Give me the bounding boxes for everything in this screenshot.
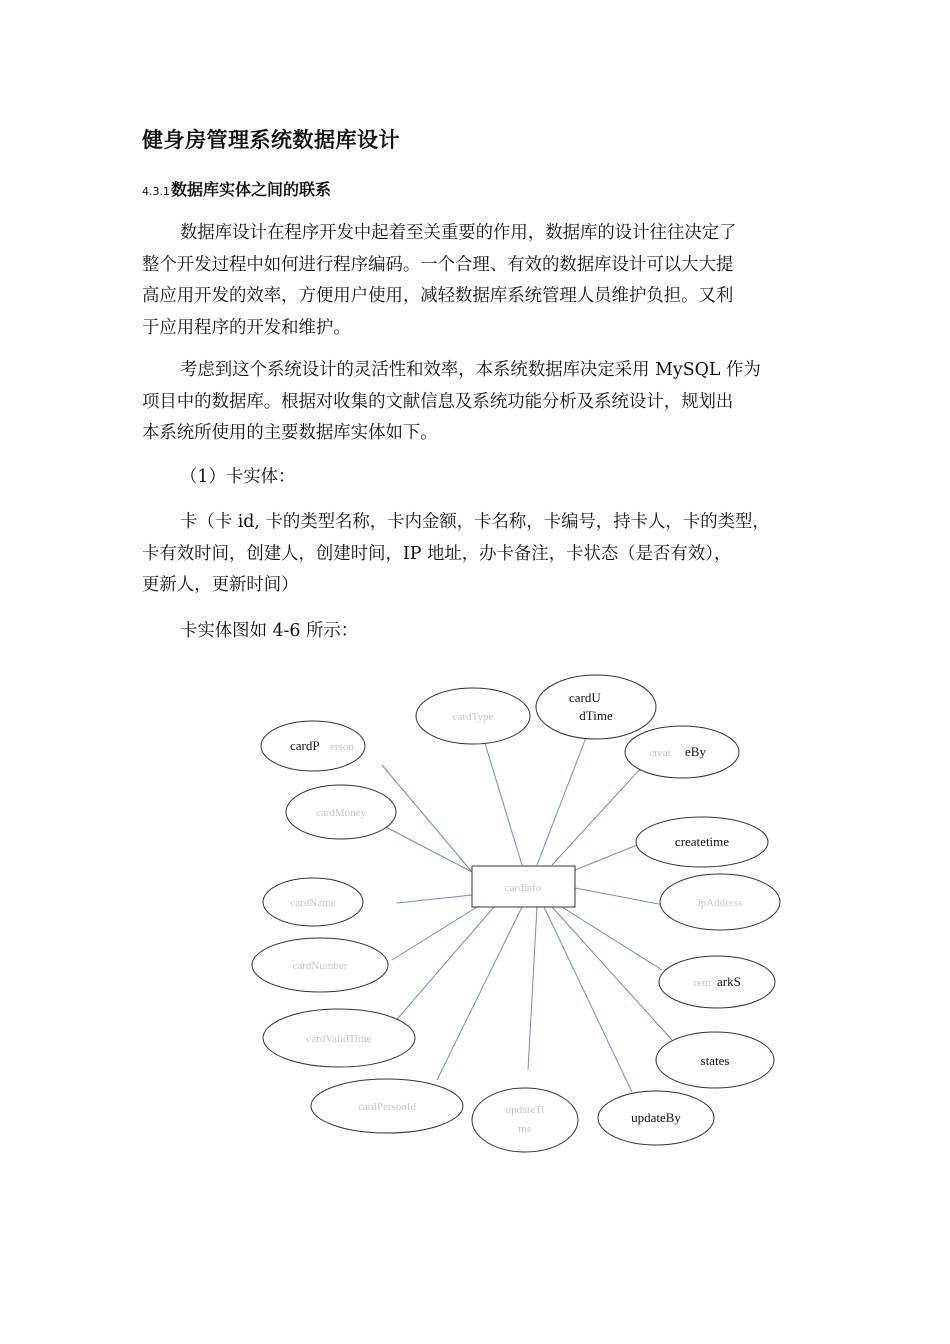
paragraph-line: 卡实体图如 4-6 所示： [180, 621, 359, 641]
entity-label: cardinfo [504, 882, 542, 894]
connector-line [392, 907, 494, 1025]
paragraph-figure-ref [142, 616, 810, 648]
connector-line [575, 888, 664, 905]
page-title: 健身房管理系统数据库设计 [142, 128, 400, 152]
connector-line [382, 825, 472, 872]
attr-label-cardNumber: cardNumber [292, 960, 348, 972]
connector-line [528, 907, 537, 1070]
attr-label-updateBy: updateBy [631, 1110, 681, 1125]
attr-label-createtime: createtime [674, 834, 730, 849]
connector-line [562, 907, 662, 970]
paragraph-intro [142, 218, 810, 344]
connector-line [437, 907, 522, 1080]
connector-line [575, 845, 637, 870]
paragraph-line: 数据库设计在程序开发中起着至关重要的作用，数据库的设计往往决定了 [180, 223, 737, 243]
section-number: 4.3.1 [142, 185, 170, 198]
attr-label-cardUpdatedTime-1: cardU [569, 690, 601, 705]
connector-line [382, 765, 472, 872]
attr-label-cardUpdatedTime-2: dTime [579, 708, 613, 723]
paragraph-mysql [142, 355, 810, 450]
attr-ellipse-createBy [625, 726, 739, 778]
paragraph-card-entity-label [142, 462, 810, 494]
connector-line [397, 895, 472, 903]
attr-ellipse-cardUpdatedTime [536, 675, 656, 739]
attr-label-cardPerson: cardP [290, 738, 320, 753]
section-heading [142, 177, 331, 200]
connector-line [552, 907, 672, 1040]
attr-label-cardPersonId: cardPersonId [357, 1101, 417, 1113]
attr-ellipse-updateTime [472, 1088, 578, 1152]
attr-label-ipAddress: ipAddress [697, 897, 743, 909]
connector-line [544, 907, 632, 1092]
paragraph-line: 整个开发过程中如何进行程序编码。一个合理、有效的数据库设计可以大大提 [142, 254, 734, 275]
attr-label-remarks-faint: rem [693, 977, 711, 989]
paragraph-line: 卡有效时间，创建人，创建时间，IP 地址，办卡备注，卡状态（是否有效）， [142, 543, 732, 564]
attr-label-createBy-faint: creat [649, 747, 671, 759]
attr-label-createBy: eBy [685, 744, 706, 759]
paragraph-line: 本系统所使用的主要数据库实体如下。 [142, 423, 438, 443]
connector-line [537, 735, 587, 865]
attr-label-updateTime-1: updateTi [505, 1104, 545, 1116]
er-diagram [232, 660, 792, 1160]
paragraph-line: 考虑到这个系统设计的灵活性和效率，本系统数据库决定采用 MySQL 作为 [180, 360, 761, 380]
paragraph-line: 更新人，更新时间） [142, 575, 299, 595]
attr-label-cardValidTime: cardValidTime [306, 1033, 372, 1045]
attr-label-cardType: cardType [452, 711, 494, 723]
paragraph-line: 卡（卡 id, 卡的类型名称，卡内金额，卡名称，卡编号，持卡人，卡的类型， [180, 512, 770, 532]
paragraph-line: 高应用开发的效率，方便用户使用，减轻数据库系统管理人员维护负担。又利 [142, 286, 734, 306]
connector-lines [382, 735, 672, 1092]
section-heading-text: 数据库实体之间的联系 [171, 180, 332, 199]
paragraph-line: （1）卡实体： [180, 467, 296, 487]
connector-line [392, 907, 477, 960]
attr-label-states: states [700, 1053, 730, 1068]
attr-label-updateTime-2: me [518, 1123, 532, 1135]
paragraph-line: 项目中的数据库。根据对收集的文献信息及系统功能分析及系统设计，规划出 [142, 391, 734, 412]
connector-line [484, 740, 522, 865]
connector-line [552, 767, 642, 865]
er-diagram-svg [232, 660, 792, 1160]
attr-label-remarks: arkS [717, 974, 741, 989]
attr-label-cardMoney: cardMoney [315, 807, 367, 819]
attr-label-cardPerson-faint: erson [330, 741, 354, 753]
paragraph-line: 于应用程序的开发和维护。 [142, 317, 351, 338]
paragraph-card-attributes [142, 507, 810, 602]
attr-label-cardName: cardName [290, 897, 336, 909]
